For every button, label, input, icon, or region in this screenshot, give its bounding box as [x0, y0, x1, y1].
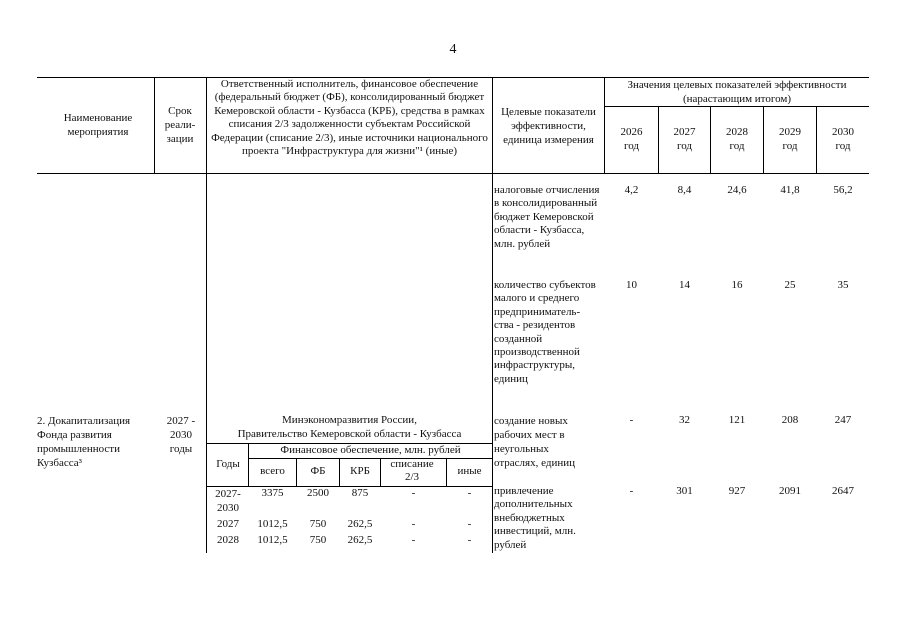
fin-cell-years: 2027 [217, 518, 239, 530]
fin-cell-total: 1012,5 [257, 534, 288, 546]
value-cell: 10 [626, 279, 637, 291]
fin-col-divider-krb [380, 458, 381, 486]
fin-header-krb: КРБ [350, 465, 370, 477]
year-header-2030: 2030 год [832, 126, 854, 152]
fin-cell-other: - [467, 518, 472, 530]
fin-title: Финансовое обеспечение, млн. рублей [280, 444, 461, 456]
measure-term: 2027 - 2030 годы [166, 415, 196, 455]
header-col-term: Срок реали-зации [164, 105, 196, 145]
fin-cell-fb: 750 [309, 518, 327, 530]
fin-cell-writeoff: - [411, 534, 416, 546]
fin-header-writeoff: списание 2/3 [390, 458, 434, 484]
value-cell: 927 [728, 485, 746, 497]
indicator-jobs: создание новых рабочих мест в неугольных отраслях, единиц [494, 415, 575, 469]
fin-cell-krb: 875 [351, 487, 369, 499]
value-cell: 35 [837, 279, 849, 291]
year-header-2028: 2028 год [726, 126, 748, 152]
measure-name: 2. Докапитализация Фонда развития промышленности Кузбасса³ [37, 415, 131, 469]
value-cell: 301 [676, 485, 693, 497]
fin-cell-fb: 750 [309, 534, 327, 546]
header-divider-1 [154, 77, 155, 173]
year-header-2029: 2029 год [779, 126, 801, 152]
value-cell: - [629, 414, 634, 426]
fin-cell-krb: 262,5 [347, 534, 373, 546]
header-col-responsible: Ответственный исполнитель, финансовое обеспечение (федеральный бюджет (ФБ), консолидированный бюджет Кемеровской области - Кузбасса (КРБ), средства в рамках списания 2/3 задолженности субъектам Российской Федерации (списание 2/3), иные источники национального проекта "Инфраструктура для жизни"¹ (иные) [211, 78, 488, 158]
year-header-2027: 2027 год [673, 126, 696, 152]
value-cell: 2091 [779, 485, 801, 497]
fin-header-years: Годы [216, 458, 240, 470]
fin-header-fb: ФБ [310, 465, 326, 477]
value-cell: 208 [781, 414, 799, 426]
header-divider-3 [492, 77, 493, 173]
body-divider-1 [206, 173, 207, 553]
fin-cell-krb: 262,5 [347, 518, 373, 530]
values-subheader-line [604, 106, 869, 107]
header-col-name: Наименование мероприятия [63, 112, 133, 138]
fin-header-total: всего [260, 465, 285, 477]
year-header-2026: 2026 год [620, 126, 643, 152]
fin-cell-total: 3375 [261, 487, 284, 499]
fin-cell-other: - [467, 487, 472, 499]
value-cell: 4,2 [624, 184, 639, 196]
indicator-tax: налоговые отчисления в консолидированный бюджет Кемеровской области - Кузбасса, млн. рублей [494, 184, 600, 250]
value-cell: 2647 [832, 485, 854, 497]
responsible-line-1: Минэкономразвития России, [282, 414, 417, 426]
indicator-investments: привлечение дополнительных внебюджетных инвестиций, млн. рублей [494, 485, 576, 551]
header-divider-2 [206, 77, 207, 173]
fin-cell-writeoff: - [411, 518, 416, 530]
value-cell: - [629, 485, 634, 497]
fin-cell-other: - [467, 534, 472, 546]
fin-header-other: иные [457, 465, 482, 477]
value-cell: 14 [679, 279, 690, 291]
value-cell: 24,6 [727, 184, 747, 196]
value-cell: 25 [784, 279, 796, 291]
fin-title-line [248, 458, 492, 459]
fin-cell-years: 2028 [217, 534, 239, 546]
body-divider-2 [492, 173, 493, 553]
value-cell: 247 [834, 414, 852, 426]
header-col-indicators: Целевые показатели эффективности, единица измерения [501, 106, 596, 146]
responsible-line-2: Правительство Кемеровской области - Кузбасса [237, 428, 462, 440]
value-cell: 121 [728, 414, 746, 426]
header-col-values: Значения целевых показателей эффективности (нарастающим итогом) [627, 79, 847, 105]
fin-cell-fb: 2500 [307, 487, 329, 499]
value-cell: 56,2 [833, 184, 853, 196]
value-cell: 16 [731, 279, 743, 291]
indicator-sme: количество субъектов малого и среднего предприниматель-ства - резидентов созданной производственной инфраструктуры, единиц [494, 279, 596, 385]
fin-cell-years: 2027-2030 [215, 488, 241, 514]
value-cell: 32 [679, 414, 690, 426]
fin-cell-total: 1012,5 [257, 518, 288, 530]
value-cell: 41,8 [780, 184, 800, 196]
page-number: 4 [449, 42, 457, 57]
value-cell: 8,4 [677, 184, 692, 196]
header-bottom-line [37, 173, 869, 174]
fin-cell-writeoff: - [411, 487, 416, 499]
